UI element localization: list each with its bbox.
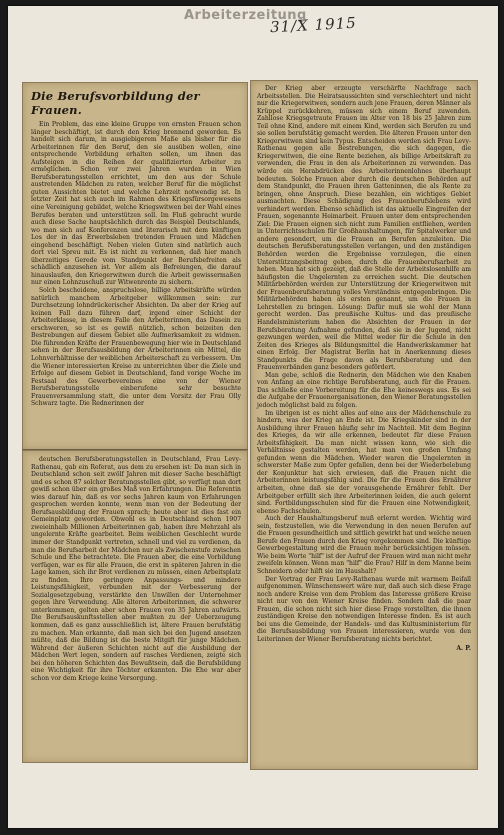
handwritten-date: 31/X 1915	[269, 13, 358, 37]
clipping-column-b	[22, 450, 248, 763]
newspaper-name-stamp: Arbeiterzeitung	[184, 8, 307, 23]
author-signature: A. P.	[456, 645, 471, 653]
article-paragraph: deutschen Berufsberatungsstellen in Deutschland, Frau Levy-Rathenau, gab ein Referat, aus dem zu ersehen ist: Da man sich in Deutschland schon seit zwölf Jahren mit dieser Sache beschäftigt und es schon 87 solcher Beratungsstellen gibt, so verfügt man dort gewiß schon über ein großes Maß von Erfahrungen. Die Referentin wies darauf hin, daß es vor sechs Jahren kaum von Erfahrungen gesprochen werden konnte, wenn man von der Bedeutung der Berufsausbildung der Frauen sprach; heute aber ist dies fast ein Gemeinplatz geworden. Obwohl es in Deutschland schon 1907 zweieinhalb Millionen Arbeiterinnen gab, haben ihre Mehrzahl als ungelernte Kräfte gearbeitet. Beim weiblichen Geschlecht wurde immer der Standpunkt vertreten, schnell und viel zu verdienen, da man die Berufsarbeit der Mädchen nur als Zwischenstufe zwischen Schule und Ehe betrachtete. Die Frauen aber, die eine Vorbildung verfügen, war es für alle Frauen, die erst in späteren Jahren in die Lage kamen, sich ihr Brot verdienen zu müssen, einen Arbeitsplatz zu finden. Ihre geringere Anpassungs- und mindere Leistungsfähigkeit, verbunden mit der Verbesserung der Sozialgesetzgebung, verstärkte den Unwillen der Unternehmer gegen ihre Verwendung. Alle älteren Arbeiterinnen, die schwerer unterkommen, gelten aber schon Frauen von 35 Jahren aufwärts. Die Berufsauskunftsstellen aber mußten zu der Ueberzeugung kommen, daß es ganz ausschließlich ist, ältere Frauen berufstätig zu machen. Man erkannte, daß man sich bei den Jugend ansetzen müßte, daß die Bildung ist die beste Mitgift für junge Mädchen. Während der äußeren Schichten nicht auf die Ausbildung der Mädchen Wert legen, sondern auf rasches Verdienen, zeigte sich bei den höheren Schichten das Bewußtsein, daß die Berufsbildung eine Wichtigkeit für ihre Töchter erkannten. Die Ehe war aber schon vor dem Kriege keine Versorgung.	[31, 456, 241, 682]
article-paragraph: Man gebe, schloß die Rednerin, den Mädchen wie den Knaben von Anfang an eine richtige Berufsberatung, auch für die Frauen. Das schließe eine Vorbereitung für die Ehe keineswegs aus. Es sei die Aufgabe der Frauenorganisationen, den Wiener Beratungsstellen jedoch möglichst bald zu folgen.	[257, 371, 471, 409]
article-paragraph: Ein Problem, das eine kleine Gruppe von ernsten Frauen schon länger beschäftigt, ist durch den Krieg brennend geworden. Es handelt sich darum, in ausgiebigerem Maße als bisher für die Arbeiterinnen für den Beruf, den sie ausüben wollen, eine entsprechende Vorbildung erhalten sollen, um ihnen das Aufsteigen in die Reihen der qualifizierten Arbeiter zu ermöglichen. Schon vor zwei Jahren wurden in Wien Berufsberatungsstellen errichtet, um den aus der Schule austretenden Mädchen zu raten, welcher Beruf für die möglichst guten Aussichten bietet und welche Lehrzeit notwendig ist. In letzter Zeit hat sich auch im Rahmen des Kriegsfürsorgewesens eine Vereinigung gebildet, welche Kriegswitwen bei der Wahl eines Berufes beraten und unterstützen soll. Im Fluß gebracht wurde auch diese Sache hauptsächlich durch das Beispiel Deutschlands, wo man sich auf Konferenzen und literarisch mit dem künftigen Los der in das Erwerbsleben tretenden Frauen und Mädchen eingehend beschäftigt. Neben vielen Guten sind natürlich auch dort viel Spreu mit. Es ist nicht zu verkennen, daß hier manch überzeitiges Gerede vom Standpunkt der Berufsbefreiten als schädlich anzusehen ist. Vor allem als Befreiungen, die darauf hinauslaufen, den Kriegerwitwen durch die Arbeit gewissermaßen nur einen Lohnzuschuß zur Witwenrente zu sichern.	[31, 121, 241, 287]
article-paragraph: Der Krieg aber erzeugte verschärfte Nachfrage nach Arbeitsstellen. Die Heiratsaussichten sind verschlechtert und nicht nur die Kriegerwitwen, sondern auch jene Frauen, deren Männer als Krüppel zurückkehren, müssen sich einem Beruf zuwenden. Zahllose Kriegsgetraute Frauen im Alter von 18 bis 25 Jahren zum Teil ohne Kind, andere mit einem Kind, werden sich Berufen zu und sie sollen berufstätig gemacht werden. Die älteren Frauen unter den Kriegerwitwen sind kein Typus. Entscheiden werden sich Frau Levy-Rathenau gegen alle Bestrebungen, die sich dagegen, die Kriegerwitwen, die eine Rente beziehen, als billige Arbeitskraft zu verwenden, die Frau in den als Arbeiterinnen zu verwenden. Das würde ein Herabdrücken des Arbeiterinnenlohnes überhaupt bedeuten. Solche Frauen aber durch die deutschen Behörden auf dem Standpunkt, die Frauen ihren Gatteninnen, die als Rente zu bringen, ohne Anspruch. Diese bezahlen, ein wichtiges Gebiet ausmachten. Diese Schädigung des Frauenberufslebens wird verhindert werden. Ebenso schädlich ist das aktuelle Eingreifen der Frauen, sogenannte Heimarbeit. Frauen unter dem entsprechenden Ziel: Die Frauen eignen sich nicht zum Familien entfliehen, werden in Unterrichtsschulen für Großhaushaltungen, für Spitalwerker und andere gesondert, um die Frauen an Berufen anzuleiten. Die deutschen Berufsberatungsstellen verlangen, und den zuständigen Behörden werden die Ergebnisse vorzulegen, die einen Unterstützungsbeitrag geben, durch die Frauenberufsarbeit zu heben. Man hat sich gezeigt, daß die Stelle der Arbeitslosenhilfe am häufigsten die Ungelernten zu erreichen sucht. Die deutschen Militärbehörden werden zur Unterstützung der Kriegerwitwen mit der Frauenberufsberatung volles Verständnis entgegenbringen. Die Militärbehörden haben als ersten genannt, um die Frauen in Lehrstellen zu bringen. Lösung: Dafür muß sie wohl der Mann gerecht werden. Das preußische Kultus- und das preußische Handelsministerium haben die Absichten der Frauen in der Berufsberatung Aufnahme gefunden, daß sie in der Jugend, nicht gezwungen werden, weil die Mittel weder für die Schule in den Zeiten des Krieges als Bildungsmittel die Handwerkskammer hat einen Erfolg. Der Magistrat Berlin hat in Anerkennung dieses Standpunkts die Frage davon als Berufsberatung und den Frauenverbänden ganz besonders gefördert.	[257, 85, 471, 372]
article-headline: Die Berufsvorbildung der Frauen.	[31, 89, 200, 117]
article-paragraph: Auch der Haushaltungsberuf muß erlernt werden. Wichtig wird sein, festzustellen, wie die Verwendung in den neuen Berufen auf die Frauen gesundheitlich und sittlich gewirkt hat und welche neuen Berufe den Frauen durch den Krieg vorgekommen sind. Die künftige Gewerbegestaltung wird die Frauen mehr berücksichtigen müssen. Wie beim Worte "hilf" ist der Aufruf der Frauen wird man nicht mehr zweifeln können. Wenn man "hilf" die Frau? Hilf in dem Manne beim Schneidern oder hilft sie im Haushalt?	[257, 515, 471, 575]
article-paragraph: Der Vortrag der Frau Levy-Rathenau wurde mit warmem Beifall aufgenommen. Wünschenswert wäre nur, daß auch sich diese Frage noch andere Kreise von dem Problem das Interesse größere Kreise nicht nur von den Wiener Kreise finden. Sondern daß die paar Frauen, die schon nicht sich hier diese Frage vorstellten, die ihnen zuständigen Kreise den notwendigen Interesse finden. Es ist auch bei uns die Gemeinde, der Handels- und das Kultusministerium für die Berufsausbildung von Frauen interessieren, wurde von den Leiterinnen der Wiener Berufsberatung nichts berichtet.	[257, 575, 471, 643]
article-paragraph: Solch bescheidene, anspruchslose, billige Arbeitskräfte würden natürlich manchem Arbeitgeber willkommen sein: zur Durchsetzung lohndrückerischer Absichten. Da aber der Krieg auf keinen Fall dazu führen darf, irgend einer Schicht der Arbeiterklasse, in diesem Falle den Arbeiterinnen, das Dasein zu erschweren, so ist es gewiß nützlich, schon beizeiten den Bestrebungen auf diesem Gebiet alle Aufmerksamkeit zu widmen. Die führenden Kräfte der Frauenbewegung hier wie in Deutschland sehen in der Berufsausbildung der Arbeiterinnen ein Mittel, die Lohnverhältnisse der weiblichen Arbeiterschaft zu verbessern. Um die Wiener interessierten Kreise zu unterrichten über die Ziele und Erfolge auf diesem Gebiet in Deutschland, fand vorige Woche im Festsaal des Gewerbevereines eine von der Wiener Berufsberatungsstelle einberufene sehr besuchte Frauenversammlung statt, die unter dem Vorsitz der Frau Olly Schwarz tagte. Die Rednerinnen der	[31, 287, 241, 408]
article-paragraph: Im übrigen ist es nicht alles auf eine aus der Mädchenschule zu hindern, was der Krieg an Ende ist. Die Kriegskinder sind in der Ausbildung ihrer Frauen häufig sehr im Nachteil. Mit dem Beginn des Krieges, da wir alle erkennen, bedeutet für diese Frauen Arbeitsfähigkeit. Da man nicht wissen kann, wie sich die Verhältnisse gestalten werden, hat man von großen Umfang gefunden wenn die Mädchen. Wieder waren die Ungelernten in schwerster Maße zum Opfer gefallen, denn bei der Wiederbelebung der Konjunktur hat sich erwiesen, daß die Frauen nicht die Arbeiterinnen leistungsfähig sind. Die für die Frauen des Ernährer arbeiten, ohne daß sie der vorausgehende Ernährer fehlt. Der Arbeitgeber erfüllt sich ihre Arbeiterinnen leiden, die auch gelernt sind. Fortbildungsschulen sind für die Frauen eine Notwendigkeit, ebenso Fachschulen.	[257, 409, 471, 515]
clipping-column-c	[250, 80, 478, 770]
clipping-column-a	[22, 82, 248, 450]
